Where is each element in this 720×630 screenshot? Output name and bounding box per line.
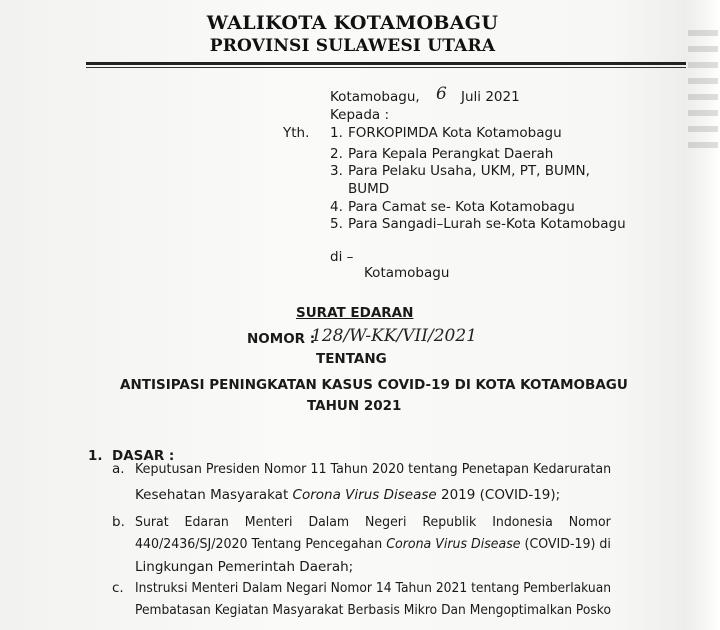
letter-day-handwritten: 6	[436, 84, 447, 104]
basis-item-line: Keputusan Presiden Nomor 11 Tahun 2020 tentang Penetapan Kedaruratan	[135, 461, 612, 477]
basis-item-line: 440/2436/SJ/2020 Tentang Pencegahan Corona Virus Disease (COVID-19) di	[135, 536, 611, 552]
basis-item-letter: b.	[112, 514, 125, 530]
letter-month-year: Juli 2021	[461, 89, 520, 105]
basis-item-line: Pembatasan Kegiatan Masyarakat Berbasis Mikro Dan Mengoptimalkan Posko	[135, 602, 611, 618]
basis-item-letter: c.	[112, 580, 124, 596]
recipient-number: 3.	[330, 163, 343, 179]
subject-line-1: ANTISIPASI PENINGKATAN KASUS COVID-19 DI KOTA KOTAMOBAGU	[120, 377, 628, 393]
nomor-value-handwritten: 128/W-KK/VII/2021	[311, 326, 477, 346]
recipient-number: 4.	[330, 199, 343, 215]
section-title: DASAR :	[112, 448, 175, 464]
city-label: Kotamobagu	[364, 265, 450, 281]
basis-item-line: Lingkungan Pemerintah Daerah;	[135, 559, 354, 575]
next-page-edge	[684, 0, 720, 630]
yth-label: Yth.	[283, 125, 310, 141]
letterhead-province: PROVINSI SULAWESI UTARA	[209, 36, 496, 56]
recipient-number: 1.	[330, 125, 343, 141]
letterhead-rule-thick	[86, 62, 686, 65]
basis-item-line: Instruksi Menteri Dalam Negari Nomor 14 Tahun 2021 tentang Pemberlakuan	[135, 580, 612, 596]
recipient-number: 5.	[330, 216, 343, 232]
letterhead-rule-thin	[86, 67, 686, 68]
section-number: 1.	[88, 448, 103, 464]
recipient-text: Para Kepala Perangkat Daerah	[348, 146, 554, 162]
surat-edaran-title: SURAT EDARAN	[296, 305, 414, 321]
nomor-label: NOMOR :	[247, 331, 316, 347]
basis-item-line: Kesehatan Masyarakat Corona Virus Disease 2019 (COVID-19);	[135, 487, 561, 503]
recipient-text: Para Pelaku Usaha, UKM, PT, BUMN,	[348, 163, 590, 179]
di-label: di –	[330, 249, 354, 265]
recipient-text: Para Sangadi–Lurah se-Kota Kotamobagu	[348, 216, 626, 232]
recipient-text: Para Camat se- Kota Kotamobagu	[348, 199, 575, 215]
kepada-label: Kepada :	[330, 107, 390, 123]
basis-item-letter: a.	[112, 461, 125, 477]
tentang-label: TENTANG	[316, 351, 387, 367]
letter-place: Kotamobagu,	[330, 89, 420, 105]
subject-line-2: TAHUN 2021	[307, 398, 402, 414]
basis-item-line: Surat Edaran Menteri Dalam Negeri Republik Indonesia Nomor	[135, 514, 611, 530]
recipient-text: FORKOPIMDA Kota Kotamobagu	[348, 125, 562, 141]
recipient-text: BUMD	[348, 181, 390, 197]
letterhead-title: WALIKOTA KOTAMOBAGU	[206, 12, 499, 34]
recipient-number: 2.	[330, 146, 343, 162]
